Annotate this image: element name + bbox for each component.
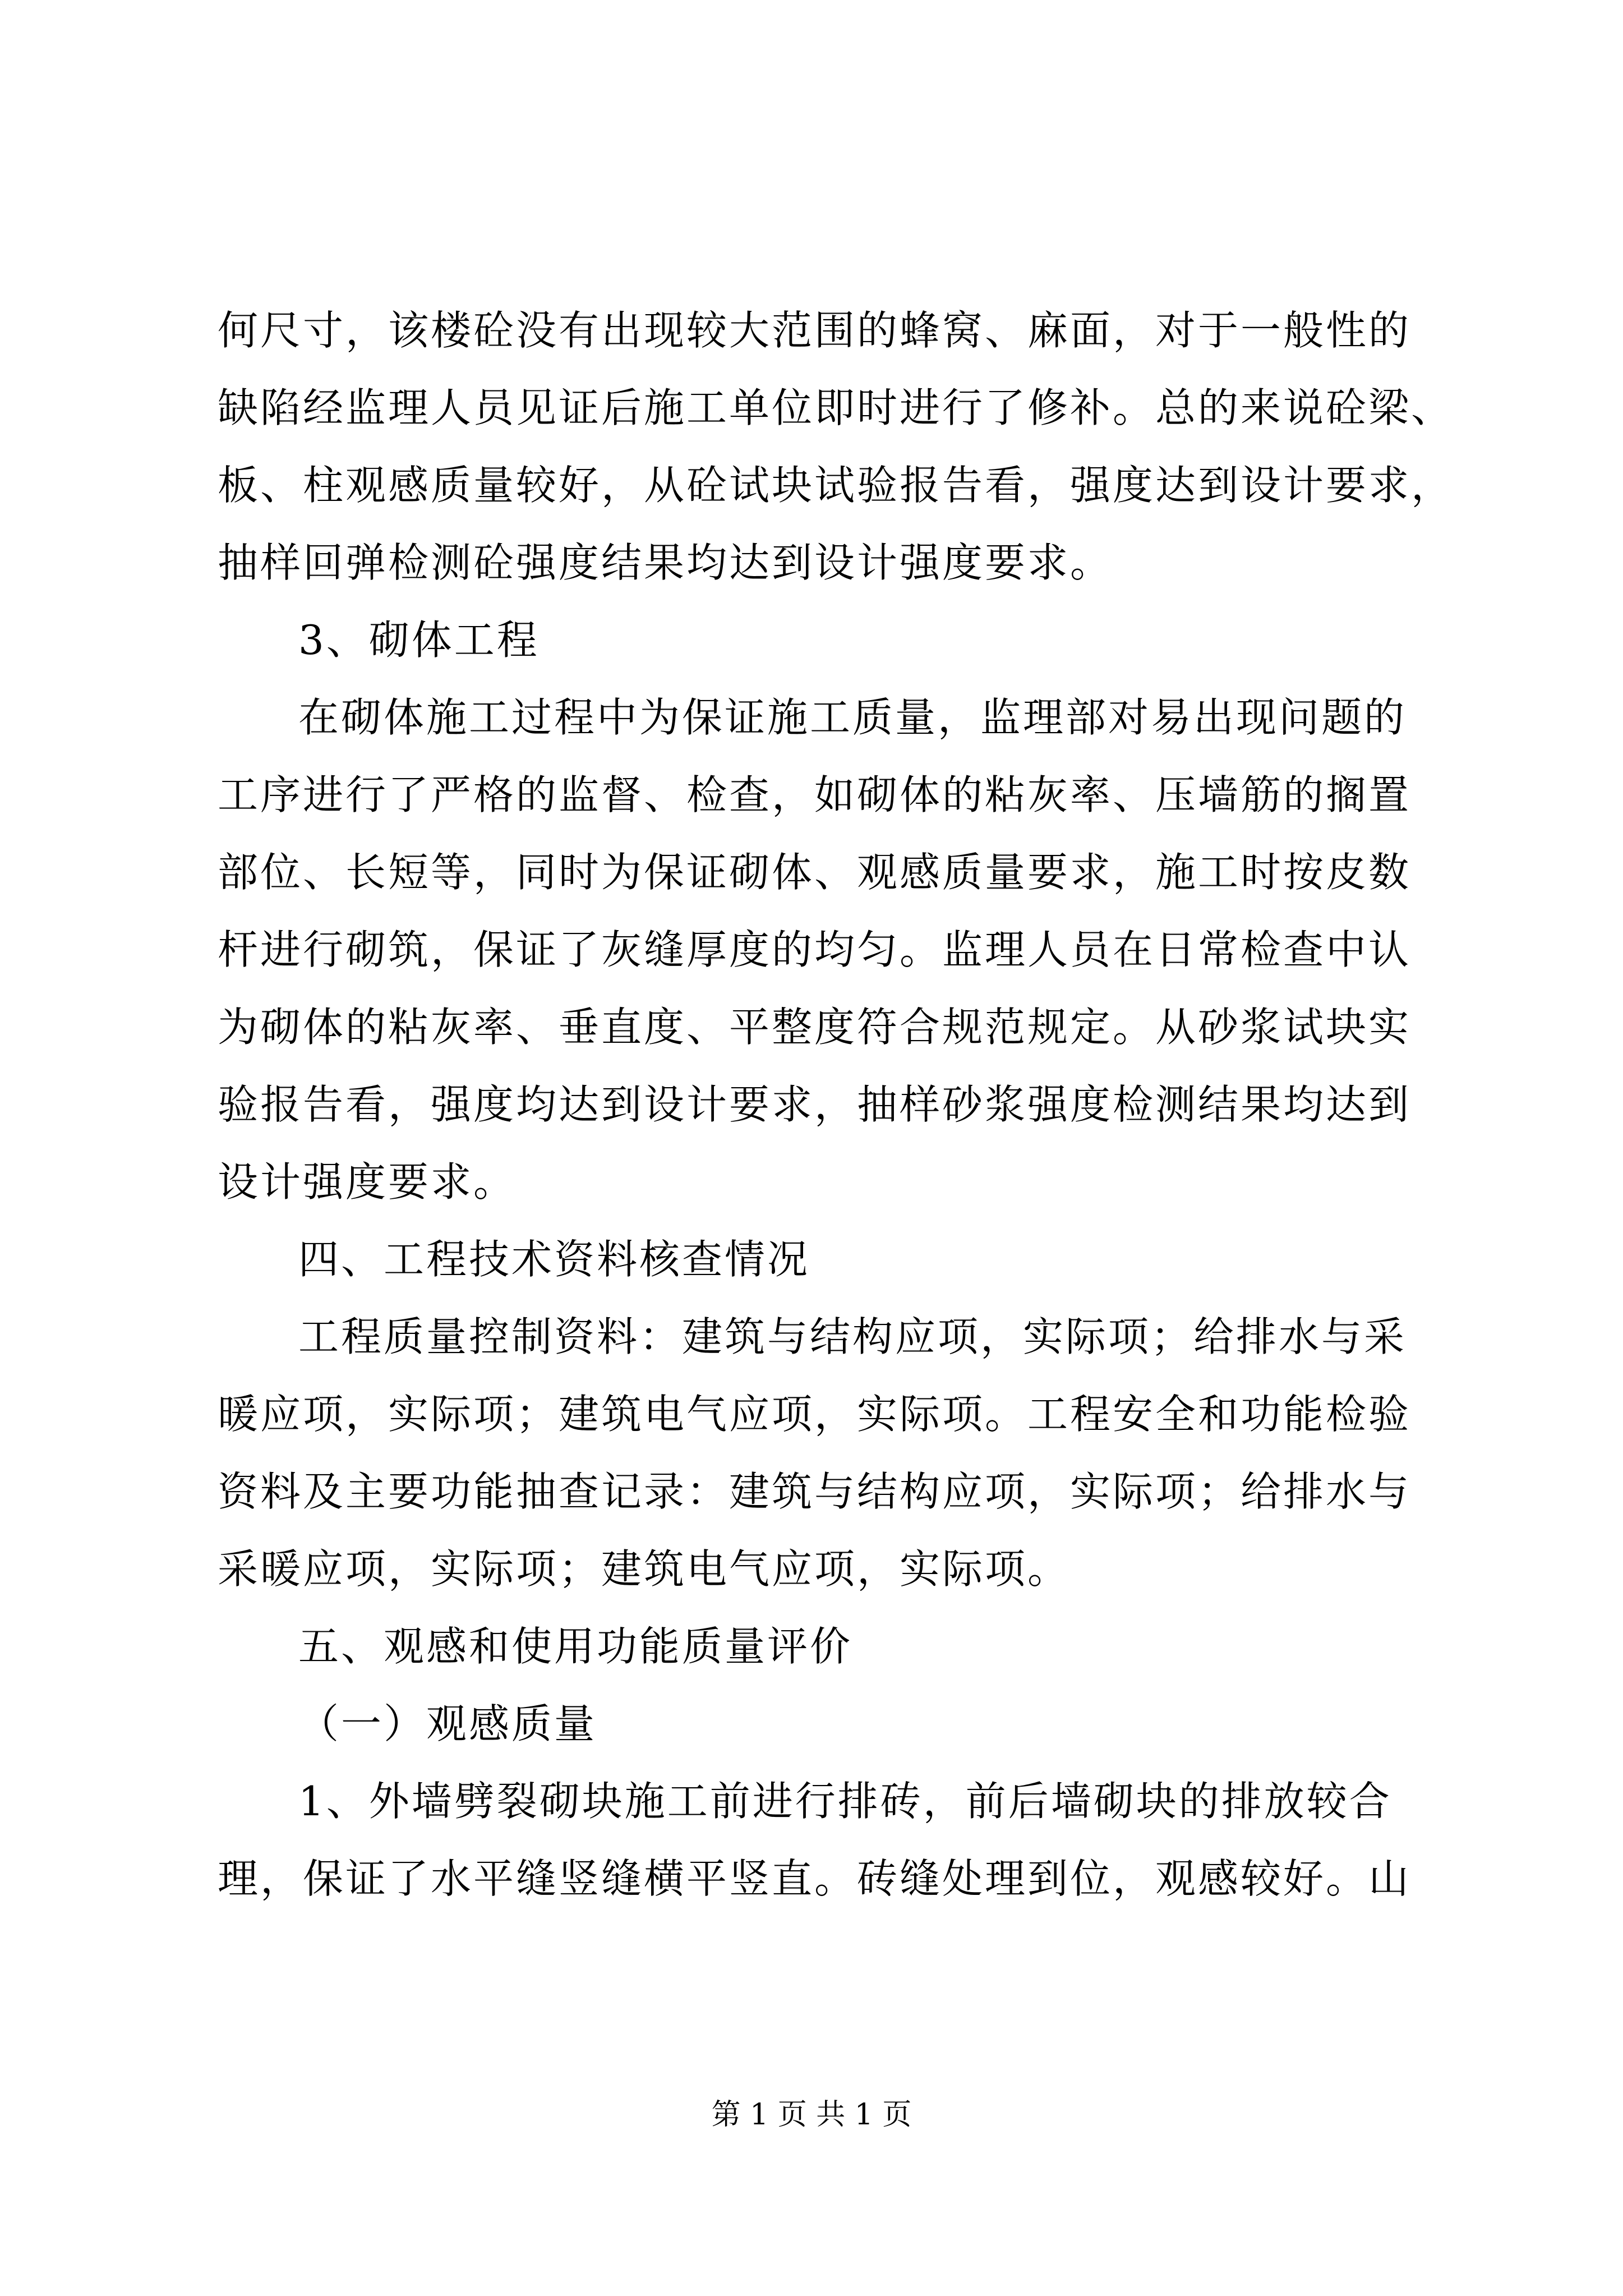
page-footer: 第 1 页 共 1 页 [711, 2098, 912, 2132]
text-line-2: 缺陷经监理人员见证后施工单位即时进行了修补。总的来说砼梁、 [218, 384, 1454, 431]
text-line-8: 部位、长短等，同时为保证砌体、观感质量要求，施工时按皮数 [218, 849, 1412, 896]
section-heading-quality-evaluation: 五、观感和使用功能质量评价 [298, 1623, 853, 1670]
text-line-10: 为砌体的粘灰率、垂直度、平整度符合规范规定。从砂浆试块实 [218, 1004, 1412, 1051]
document-body [218, 292, 1454, 1917]
text-line-4: 抽样回弹检测砼强度结果均达到设计强度要求。 [218, 539, 1113, 586]
text-line-7: 工序进行了严格的监督、检查，如砌体的粘灰率、压墙筋的搁置 [218, 771, 1412, 818]
text-line-17: 采暖应项，实际项；建筑电气应项，实际项。 [218, 1545, 1071, 1593]
text-line-15: 暖应项，实际项；建筑电气应项，实际项。工程安全和功能检验 [218, 1391, 1412, 1438]
text-line-16: 资料及主要功能抽查记录：建筑与结构应项，实际项；给排水与 [218, 1468, 1412, 1515]
text-line-3: 板、柱观感质量较好，从砼试块试验报告看，强度达到设计要求， [218, 462, 1454, 509]
text-line-11: 验报告看，强度均达到设计要求，抽样砂浆强度检测结果均达到 [218, 1081, 1412, 1128]
text-line-9: 杆进行砌筑，保证了灰缝厚度的均匀。监理人员在日常检查中认 [218, 926, 1412, 973]
text-line-12: 设计强度要求。 [218, 1158, 517, 1205]
text-line-14: 工程质量控制资料：建筑与结构应项，实际项；给排水与采 [298, 1313, 1407, 1360]
text-line-6: 在砌体施工过程中为保证施工质量，监理部对易出现问题的 [298, 694, 1407, 741]
text-line-1: 何尺寸，该楼砼没有出现较大范围的蜂窝、麻面，对于一般性的 [218, 307, 1412, 354]
text-line-21: 理，保证了水平缝竖缝横平竖直。砖缝处理到位，观感较好。山 [218, 1855, 1412, 1902]
section-heading-technical-docs: 四、工程技术资料核查情况 [298, 1236, 810, 1283]
section-heading-masonry: 3、砌体工程 [298, 616, 540, 664]
subsection-heading-appearance: （一）观感质量 [298, 1700, 597, 1747]
text-line-20: 1、外墙劈裂砌块施工前进行排砖，前后墙砌块的排放较合 [298, 1778, 1392, 1825]
